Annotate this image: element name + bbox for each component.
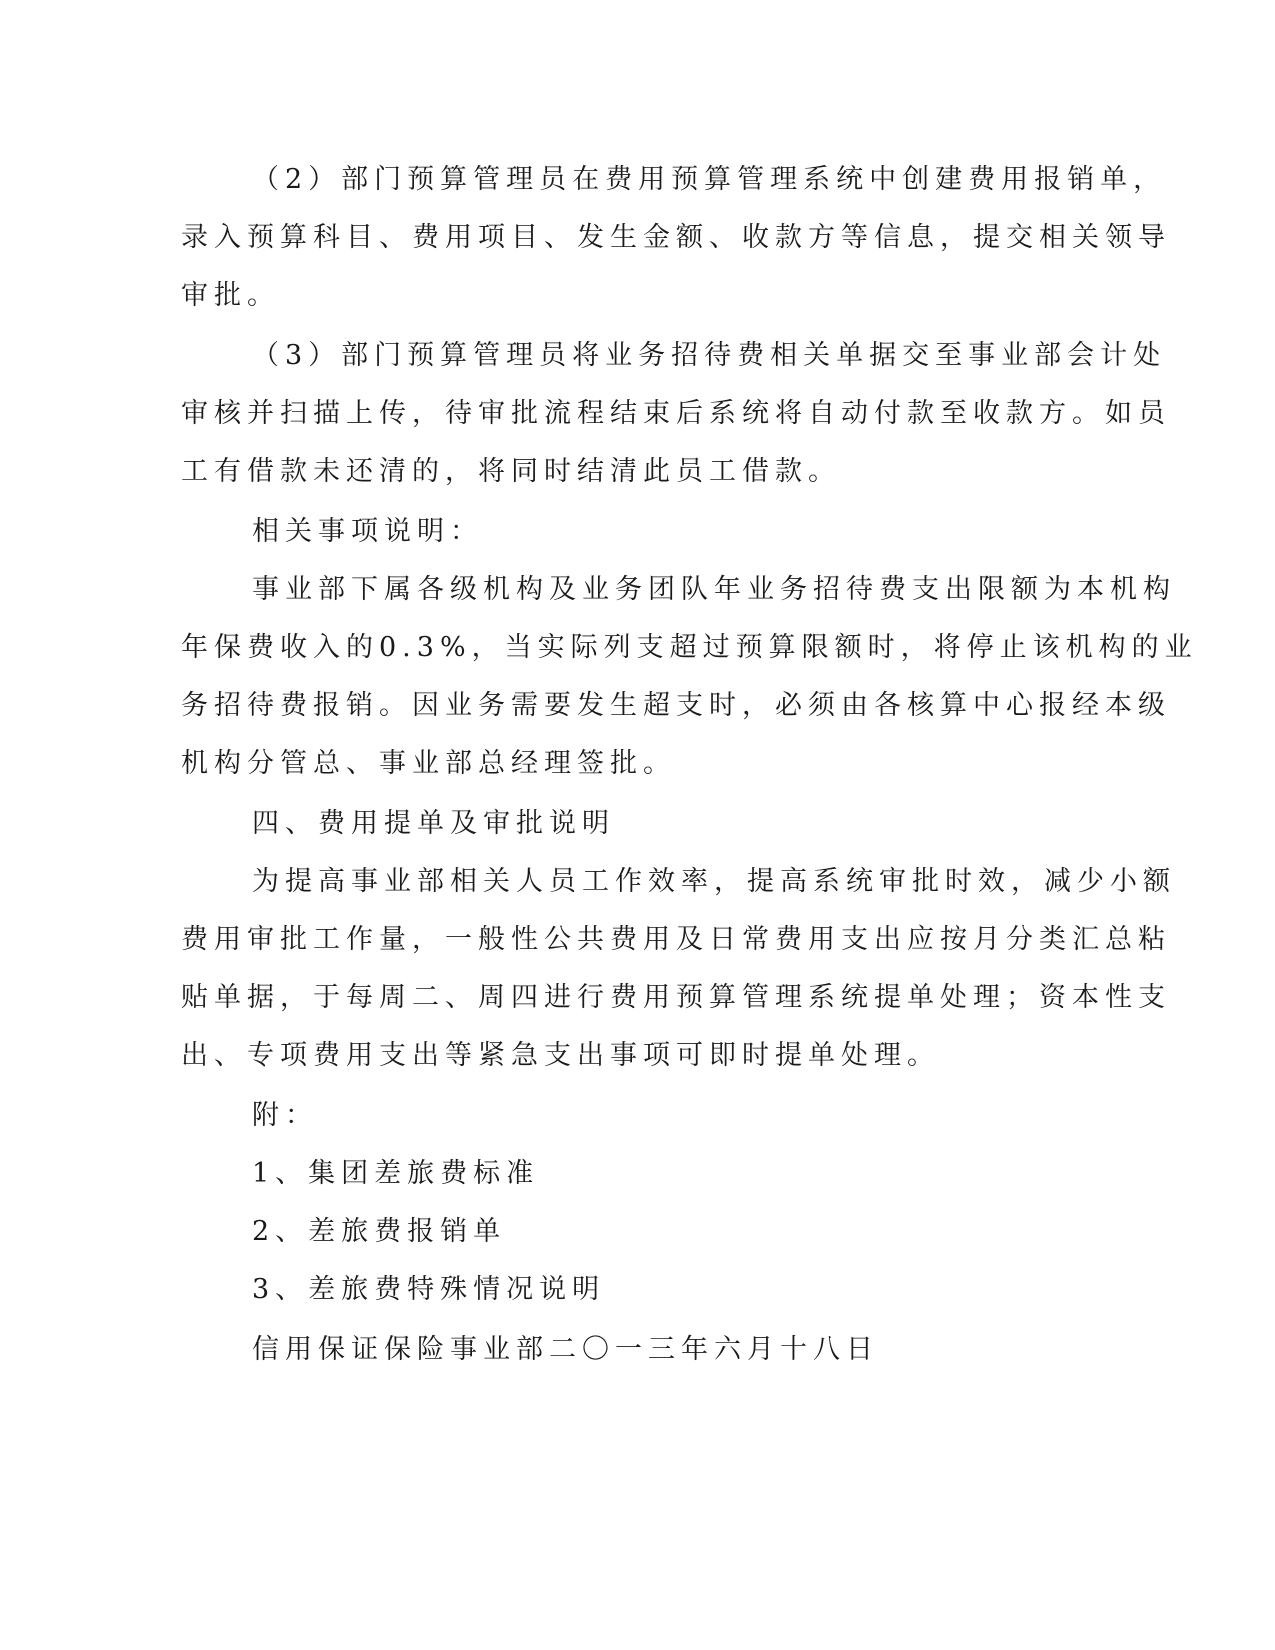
- section-heading: 相关事项说明：: [252, 516, 483, 547]
- paragraph-line: 事业部下属各级机构及业务团队年业务招待费支出限额为本机构: [252, 574, 1176, 605]
- paragraph-line: 审批。: [181, 280, 280, 311]
- paragraph-line: 为提高事业部相关人员工作效率，提高系统审批时效，减少小额: [252, 866, 1176, 897]
- paragraph-line: 务招待费报销。因业务需要发生超支时，必须由各核算中心报经本级: [181, 690, 1171, 721]
- section-heading: 四、费用提单及审批说明: [252, 808, 615, 839]
- paragraph-line: 审核并扫描上传，待审批流程结束后系统将自动付款至收款方。如员: [181, 398, 1171, 429]
- attachment-item: 1、集团差旅费标准: [252, 1158, 540, 1189]
- paragraph-line: 工有借款未还清的，将同时结清此员工借款。: [181, 456, 841, 487]
- attachment-item: 3、差旅费特殊情况说明: [252, 1274, 606, 1305]
- paragraph-line: 机构分管总、事业部总经理签批。: [181, 748, 676, 779]
- paragraph-line: 费用审批工作量，一般性公共费用及日常费用支出应按月分类汇总粘: [181, 924, 1171, 955]
- paragraph-line: （3）部门预算管理员将业务招待费相关单据交至事业部会计处: [252, 340, 1167, 371]
- paragraph-line: 出、专项费用支出等紧急支出事项可即时提单处理。: [181, 1040, 940, 1071]
- paragraph-line: （2）部门预算管理员在费用预算管理系统中创建费用报销单，: [252, 164, 1167, 195]
- attachment-item: 2、差旅费报销单: [252, 1216, 507, 1247]
- attachments-heading: 附：: [252, 1100, 318, 1131]
- paragraph-line: 录入预算科目、费用项目、发生金额、收款方等信息，提交相关领导: [181, 222, 1171, 253]
- signature-date-line: 信用保证保险事业部二〇一三年六月十八日: [252, 1334, 879, 1365]
- paragraph-line: 贴单据，于每周二、周四进行费用预算管理系统提单处理；资本性支: [181, 982, 1171, 1013]
- paragraph-line: 年保费收入的0.3%，当实际列支超过预算限额时，将停止该机构的业: [181, 632, 1198, 663]
